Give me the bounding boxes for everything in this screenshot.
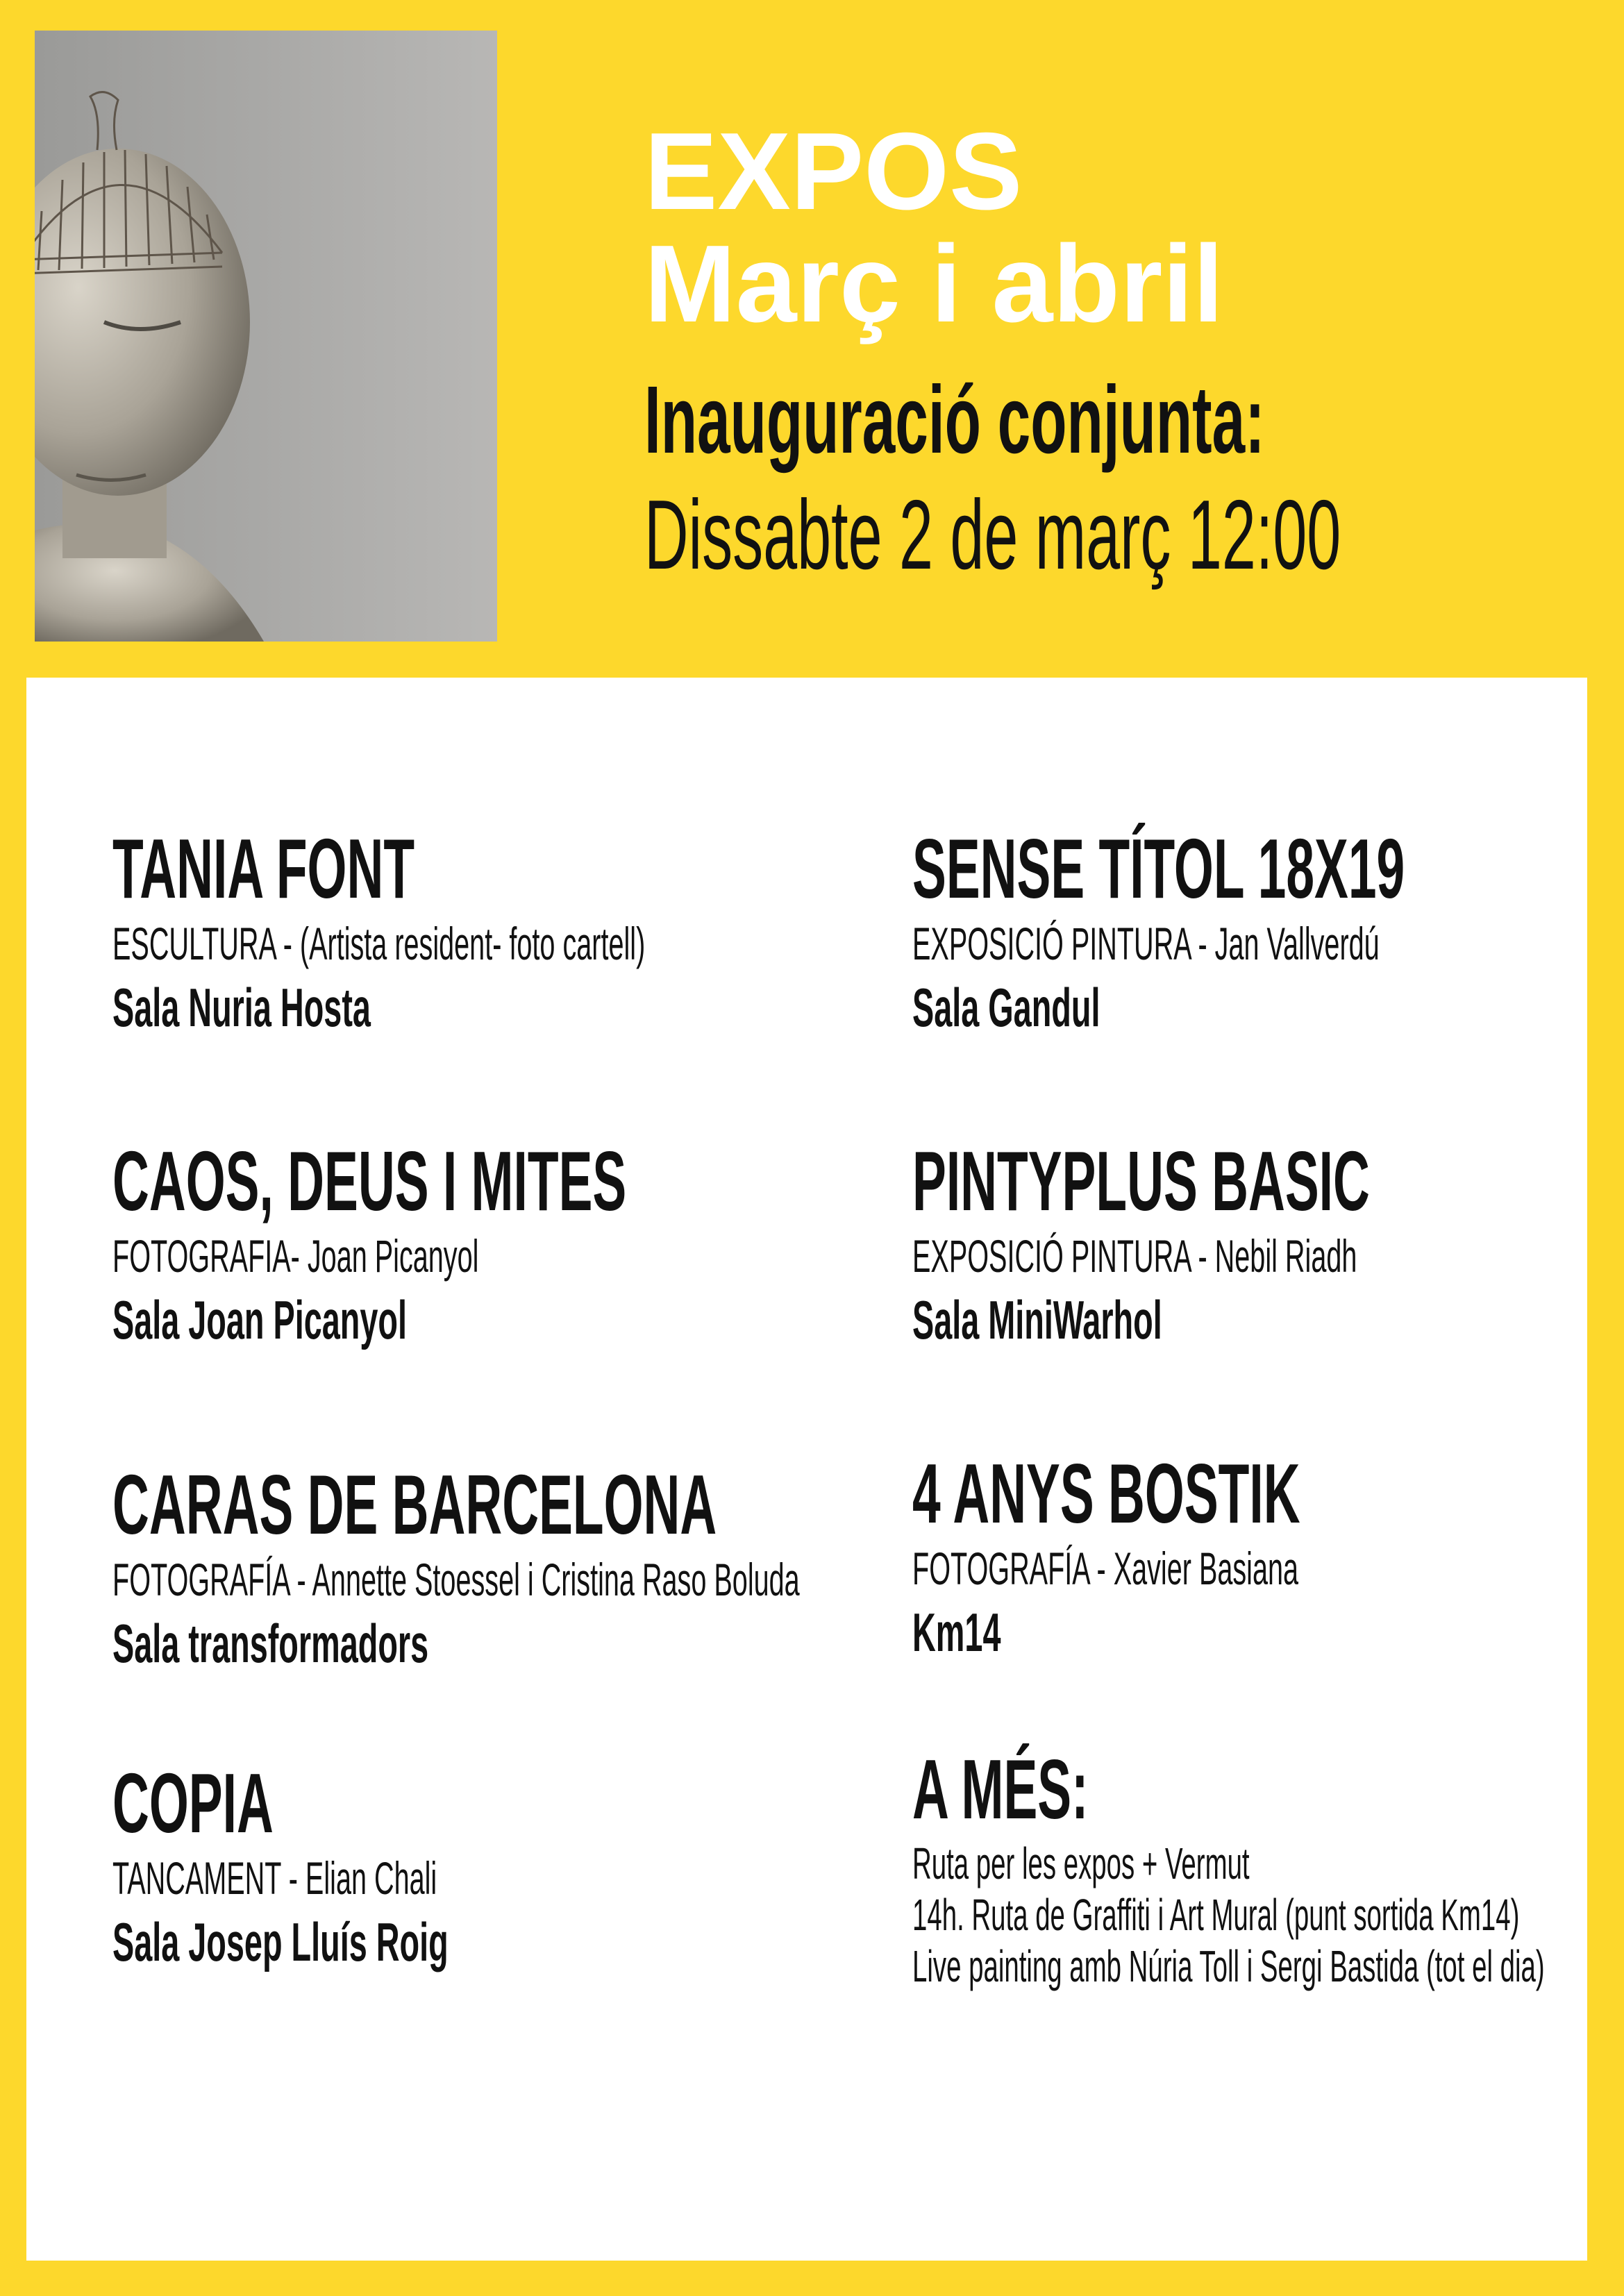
extras-item: Ruta per les expos + Vermut — [912, 1838, 1250, 1888]
extras-item: 14h. Ruta de Graffiti i Art Mural (punt sortida Km14) — [912, 1890, 1520, 1940]
exhibition-venue: Sala Nuria Hosta — [112, 977, 371, 1038]
exhibition-item — [112, 1756, 672, 1972]
exhibition-subtitle: FOTOGRAFÍA - Annette Stoessel i Cristina Raso Boluda — [112, 1554, 800, 1605]
exhibition-item — [112, 1134, 969, 1350]
exhibition-venue: Km14 — [912, 1602, 1001, 1663]
exhibition-item — [912, 1446, 1559, 1663]
exhibition-item — [912, 821, 1624, 1038]
exhibition-venue: Sala MiniWarhol — [912, 1289, 1162, 1350]
exhibition-title: SENSE TÍTOL 18X19 — [912, 821, 1405, 916]
exhibition-item — [112, 821, 1001, 1038]
exhibition-title: 4 ANYS BOSTIK — [912, 1446, 1300, 1541]
exhibition-subtitle: FOTOGRAFÍA - Xavier Basiana — [912, 1543, 1299, 1594]
cover-photo-sculpture — [35, 31, 497, 642]
exhibition-subtitle: EXPOSICIÓ PINTURA - Jan Vallverdú — [912, 918, 1380, 969]
exhibition-item — [912, 1134, 1624, 1350]
title-months: Març i abril — [644, 223, 1224, 345]
extras-section — [912, 1742, 1624, 1991]
opening-date: Dissabte 2 de març 12:00 — [644, 480, 1341, 590]
exhibition-subtitle: EXPOSICIÓ PINTURA - Nebil Riadh — [912, 1230, 1357, 1282]
exhibition-subtitle: ESCULTURA - (Artista resident- foto cartell) — [112, 918, 646, 969]
exhibition-title: CAOS, DEUS I MITES — [112, 1134, 627, 1228]
exhibition-title: COPIA — [112, 1756, 274, 1850]
title-expos: EXPOS — [644, 110, 1023, 233]
exhibition-subtitle: TANCAMENT - Elian Chali — [112, 1852, 437, 1904]
exhibition-title: PINTYPLUS BASIC — [912, 1134, 1370, 1228]
exhibition-title: TANIA FONT — [112, 821, 415, 916]
exhibition-venue: Sala transformadors — [112, 1613, 429, 1674]
extras-item: Live painting amb Núria Toll i Sergi Bastida (tot el dia) — [912, 1941, 1545, 1991]
opening-label: Inauguració conjunta: — [644, 367, 1265, 474]
exhibition-venue: Sala Joan Picanyol — [112, 1289, 407, 1350]
exhibition-title: CARAS DE BARCELONA — [112, 1457, 717, 1552]
program-panel — [26, 678, 1587, 2261]
extras-title: A MÉS: — [912, 1742, 1089, 1836]
exhibition-venue: Sala Josep Lluís Roig — [112, 1911, 449, 1972]
exhibition-subtitle: FOTOGRAFIA- Joan Picanyol — [112, 1230, 479, 1282]
exhibition-venue: Sala Gandul — [912, 977, 1100, 1038]
